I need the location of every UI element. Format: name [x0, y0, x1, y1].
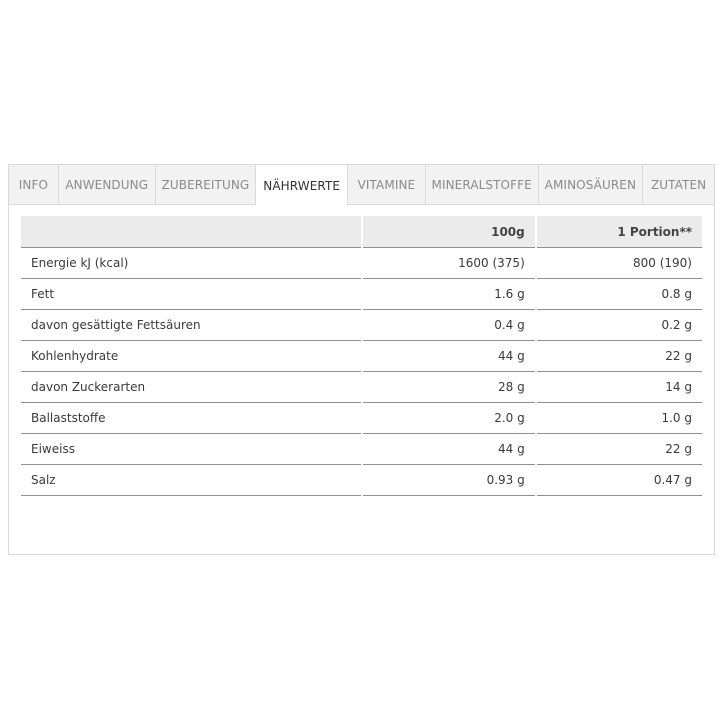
- header-name: [21, 216, 361, 248]
- table-row: [21, 434, 702, 465]
- nutrient-per-portion: 14 g: [537, 372, 702, 403]
- nutrient-per-portion: 0.2 g: [537, 310, 702, 341]
- tab-zutaten[interactable]: ZUTATEN: [650, 178, 707, 192]
- tab-vitamine[interactable]: VITAMINE: [348, 165, 426, 205]
- nutrition-table-container: [21, 216, 702, 496]
- tab-naehrwerte[interactable]: NÄHRWERTE: [256, 165, 348, 206]
- tab-bar: [9, 165, 714, 205]
- nutrient-per-portion: 0.8 g: [537, 279, 702, 310]
- header-per-100g: 100g: [363, 216, 535, 248]
- nutrient-name: davon gesättigte Fettsäuren: [21, 310, 361, 341]
- nutrient-name: davon Zuckerarten: [21, 372, 361, 403]
- tab-aminosaeuren[interactable]: AMINOSÄUREN: [539, 165, 644, 205]
- table-row: [21, 465, 702, 496]
- nutrition-table: [19, 216, 704, 496]
- table-row: [21, 341, 702, 372]
- nutrient-per-100g: 1.6 g: [363, 279, 535, 310]
- tab-info[interactable]: INFO: [9, 165, 59, 205]
- table-row: [21, 279, 702, 310]
- table-header-row: [21, 216, 702, 248]
- header-per-portion: 1 Portion**: [537, 216, 702, 248]
- tab-anwendung[interactable]: ANWENDUNG: [59, 165, 156, 205]
- nutrient-per-portion: 22 g: [537, 341, 702, 372]
- table-row: [21, 372, 702, 403]
- nutrient-name: Salz: [21, 465, 361, 496]
- nutrient-name: Kohlenhydrate: [21, 341, 361, 372]
- product-details-panel: [8, 164, 715, 555]
- tab-zubereitung[interactable]: ZUBEREITUNG: [156, 165, 257, 205]
- nutrient-name: Fett: [21, 279, 361, 310]
- nutrient-name: Ballaststoffe: [21, 403, 361, 434]
- nutrient-name: Energie kJ (kcal): [21, 248, 361, 279]
- nutrient-per-100g: 0.93 g: [363, 465, 535, 496]
- table-row: [21, 403, 702, 434]
- nutrient-per-portion: 22 g: [537, 434, 702, 465]
- nutrient-per-100g: 2.0 g: [363, 403, 535, 434]
- nutrient-per-portion: 1.0 g: [537, 403, 702, 434]
- nutrient-per-100g: 44 g: [363, 434, 535, 465]
- tab-mineralstoffe[interactable]: MINERALSTOFFE: [426, 165, 539, 205]
- table-row: [21, 248, 702, 279]
- nutrient-name: Eiweiss: [21, 434, 361, 465]
- nutrient-per-100g: 1600 (375): [363, 248, 535, 279]
- nutrient-per-portion: 0.47 g: [537, 465, 702, 496]
- nutrient-per-100g: 44 g: [363, 341, 535, 372]
- nutrient-per-100g: 28 g: [363, 372, 535, 403]
- table-row: [21, 310, 702, 341]
- nutrient-per-100g: 0.4 g: [363, 310, 535, 341]
- nutrient-per-portion: 800 (190): [537, 248, 702, 279]
